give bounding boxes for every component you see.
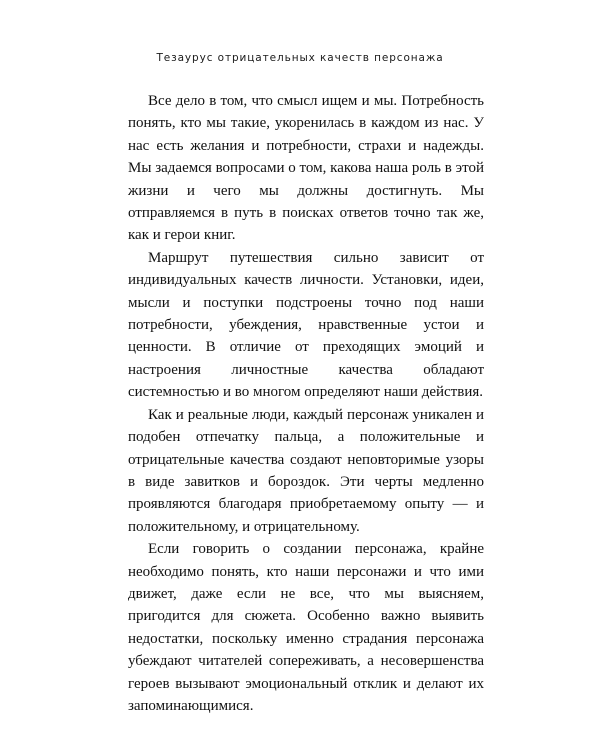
body-text [128, 90, 484, 717]
paragraph: Маршрут путешествия сильно зависит от индивидуальных качеств личности. Установки, идеи, мысли и поступки подстроены точно под наши потребности, убеждения, нравственные устои и ценности. В отличие от преходящих эмоций и настроения личностные качества обладают системностью и во многом определяют наши действия. [128, 249, 484, 401]
paragraph: Если говорить о создании персонажа, крайне необходимо понять, кто наши персонажи и что ими движет, даже если не все, что мы выясняем, пригодится для сюжета. Особенно важно выявить недостатки, поскольку именно страдания персонажа убеждают читателей сопереживать, а несовершенства героев вызывают эмоциональный отклик и делают их запоминающимися. [128, 541, 484, 714]
paragraph: Все дело в том, что смысл ищем и мы. Потребность понять, кто мы такие, укоренилась в каждом из нас. У нас есть желания и потребности, страхи и надежды. Мы задаемся вопросами о том, какова наша роль в этой жизни и чего мы должны достигнуть. Мы отправляемся в путь в поисках ответов точно так же, как и герои книг. [128, 93, 484, 244]
paragraph: Как и реальные люди, каждый персонаж уникален и подобен отпечатку пальца, а положительные и отрицательные качества создают неповторимые узоры в виде завитков и бороздок. Эти черты медленно проявляются благодаря приобретаемому опыту — и положительному, и отрицательному. [128, 406, 484, 535]
running-header: Тезаурус отрицательных качеств персонажа [156, 52, 444, 64]
